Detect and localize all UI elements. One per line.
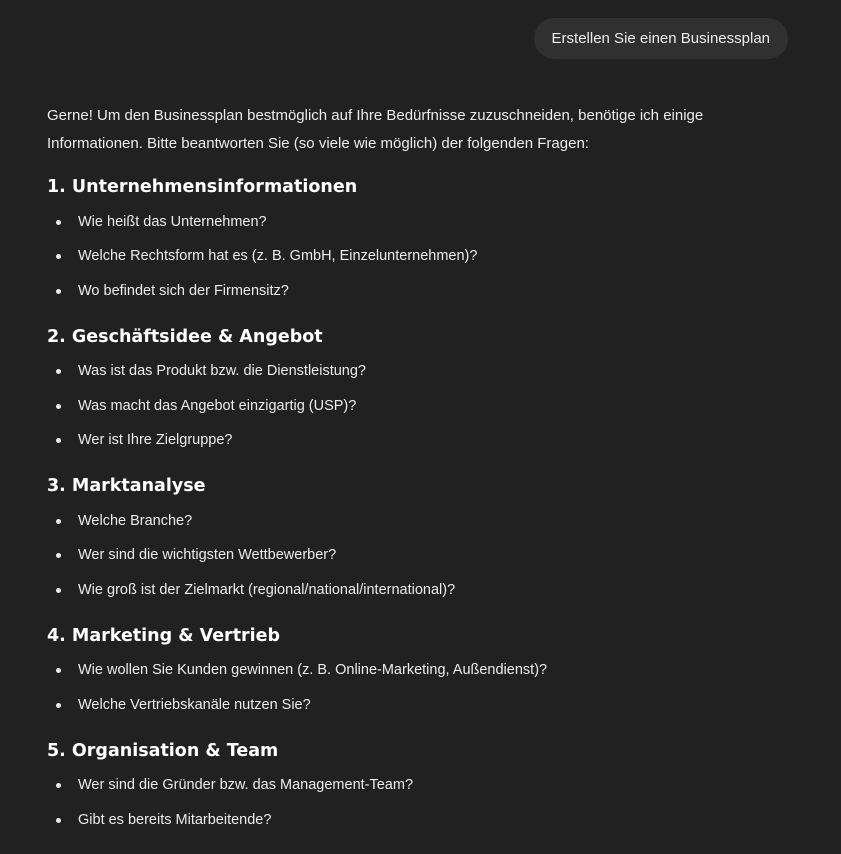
list-item: Wie heißt das Unternehmen? — [47, 212, 787, 232]
intro-line-1: Gerne! Um den Businessplan bestmöglich auf Ihre Bedürfnisse zuzuschneiden, benötige ich einige — [47, 107, 704, 124]
list-item: Was ist das Produkt bzw. die Dienstleistung? — [47, 361, 787, 381]
section-title: 2. Geschäftsidee & Angebot — [47, 326, 323, 347]
section-geschaeftsidee — [47, 325, 787, 451]
bullet-icon — [56, 783, 61, 788]
bullet-icon — [56, 254, 61, 259]
assistant-message — [47, 102, 787, 830]
assistant-intro — [47, 102, 787, 158]
question-list — [47, 775, 787, 830]
bullet-icon — [56, 369, 61, 374]
list-item: Wo befindet sich der Firmensitz? — [47, 281, 787, 301]
list-item: Wer sind die Gründer bzw. das Management-Team? — [47, 775, 787, 795]
section-unternehmensinformationen — [47, 175, 787, 301]
user-message-text: Erstellen Sie einen Businessplan — [551, 30, 770, 47]
intro-line-2: Informationen. Bitte beantworten Sie (so viele wie möglich) der folgenden Fragen: — [47, 135, 589, 152]
list-item: Wer sind die wichtigsten Wettbewerber? — [47, 545, 787, 565]
list-item: Was macht das Angebot einzigartig (USP)? — [47, 396, 787, 416]
bullet-icon — [56, 404, 61, 409]
section-marktanalyse — [47, 474, 787, 600]
bullet-icon — [56, 220, 61, 225]
list-item: Wie groß ist der Zielmarkt (regional/national/international)? — [47, 580, 787, 600]
bullet-icon — [56, 438, 61, 443]
bullet-icon — [56, 703, 61, 708]
section-organisation-team — [47, 739, 787, 830]
section-title: 4. Marketing & Vertrieb — [47, 625, 281, 646]
section-title: 1. Unternehmensinformationen — [47, 177, 358, 197]
section-title: 3. Marktanalyse — [47, 476, 206, 496]
bullet-icon — [56, 588, 61, 593]
bullet-icon — [56, 519, 61, 524]
section-title: 5. Organisation & Team — [47, 740, 279, 761]
list-item: Welche Rechtsform hat es (z. B. GmbH, Einzelunternehmen)? — [47, 246, 787, 266]
question-list — [47, 361, 787, 450]
bullet-icon — [56, 818, 61, 823]
section-marketing-vertrieb — [47, 624, 787, 715]
list-item: Gibt es bereits Mitarbeitende? — [47, 810, 787, 830]
question-list — [47, 660, 787, 715]
list-item: Welche Branche? — [47, 511, 787, 531]
list-item: Wer ist Ihre Zielgruppe? — [47, 430, 787, 450]
bullet-icon — [56, 289, 61, 294]
user-message-bubble — [534, 18, 788, 59]
bullet-icon — [56, 553, 61, 558]
question-list — [47, 212, 787, 301]
list-item: Welche Vertriebskanäle nutzen Sie? — [47, 695, 787, 715]
list-item: Wie wollen Sie Kunden gewinnen (z. B. Online-Marketing, Außendienst)? — [47, 660, 787, 680]
question-list — [47, 511, 787, 600]
bullet-icon — [56, 668, 61, 673]
